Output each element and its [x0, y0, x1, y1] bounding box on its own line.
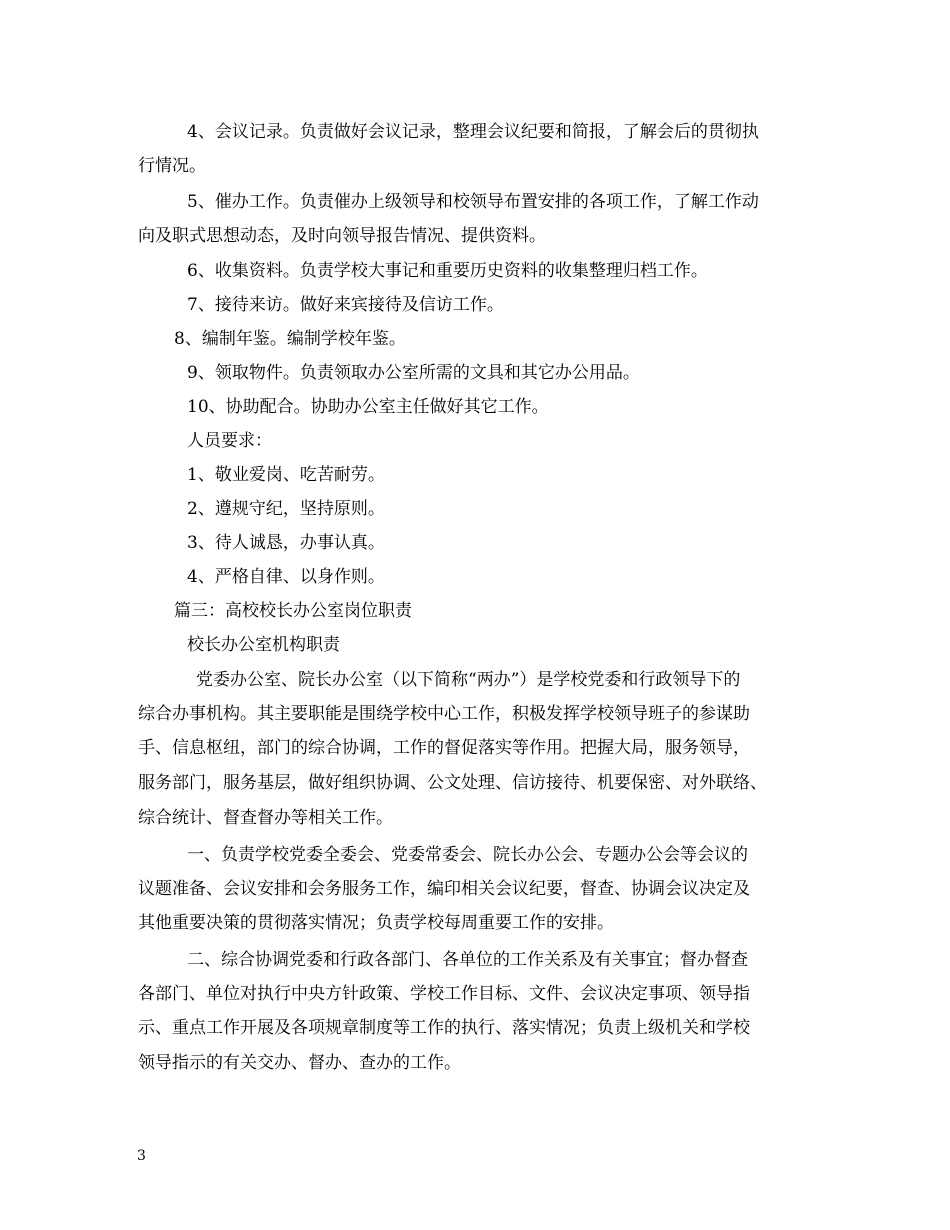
- paragraph-line: 综合统计、督查督办等相关工作。: [138, 808, 393, 828]
- paragraph-line: 服务部门，服务基层，做好组织协调、公文处理、信访接待、机要保密、对外联络、: [138, 773, 767, 793]
- paragraph-line: 二、综合协调党委和行政各部门、各单位的工作关系及有关事宜；督办督查: [187, 950, 748, 970]
- section-heading: 校长办公室机构职责: [187, 635, 340, 655]
- paragraph-line: 议题准备、会议安排和会务服务工作，编印相关会议纪要，督查、协调会议决定及: [138, 879, 750, 899]
- paragraph-line: 5、催办工作。负责催办上级领导和校领导布置安排的各项工作，了解工作动: [187, 192, 759, 212]
- paragraph-line: 其他重要决策的贯彻落实情况；负责学校每周重要工作的安排。: [138, 913, 614, 933]
- paragraph-line: 党委办公室、院长办公室（以下简称“两办”）是学校党委和行政领导下的: [196, 670, 741, 690]
- paragraph-line: 9、领取物件。负责领取办公室所需的文具和其它办公用品。: [187, 363, 640, 383]
- paragraph-line: 3、待人诚恳，办事认真。: [187, 533, 385, 553]
- paragraph-line: 7、接待来访。做好来宾接待及信访工作。: [187, 295, 504, 315]
- paragraph-line: 10、协助配合。协助办公室主任做好其它工作。: [187, 397, 549, 417]
- paragraph-line: 6、收集资料。负责学校大事记和重要历史资料的收集整理归档工作。: [187, 261, 708, 281]
- paragraph-line: 各部门、单位对执行中央方针政策、学校工作目标、文件、会议决定事项、领导指: [138, 984, 750, 1004]
- paragraph-line: 2、遵规守纪，坚持原则。: [187, 499, 385, 519]
- paragraph-line: 示、重点工作开展及各项规章制度等工作的执行、落实情况；负责上级机关和学校: [138, 1018, 750, 1038]
- chapter-heading: 篇三：高校校长办公室岗位职责: [174, 601, 412, 621]
- paragraph-line: 综合办事机构。其主要职能是围绕学校中心工作，积极发挥学校领导班子的参谋助: [138, 704, 750, 724]
- paragraph-line: 4、严格自律、以身作则。: [187, 567, 385, 587]
- paragraph-line: 行情况。: [138, 156, 206, 176]
- paragraph-line: 一、负责学校党委全委会、党委常委会、院长办公会、专题办公会等会议的: [187, 845, 748, 865]
- page-number: 3: [137, 1148, 146, 1164]
- paragraph-line: 1、敬业爱岗、吃苦耐劳。: [187, 465, 385, 485]
- paragraph-line: 手、信息枢纽，部门的综合协调，工作的督促落实等作用。把握大局，服务领导，: [138, 738, 750, 758]
- paragraph-line: 向及职式思想动态，及时向领导报告情况、提供资料。: [138, 226, 546, 246]
- section-heading: 人员要求：: [187, 431, 272, 451]
- paragraph-line: 8、编制年鉴。编制学校年鉴。: [174, 329, 406, 349]
- paragraph-line: 领导指示的有关交办、督办、查办的工作。: [138, 1053, 461, 1073]
- paragraph-line: 4、会议记录。负责做好会议记录，整理会议纪要和简报，了解会后的贯彻执: [187, 122, 759, 142]
